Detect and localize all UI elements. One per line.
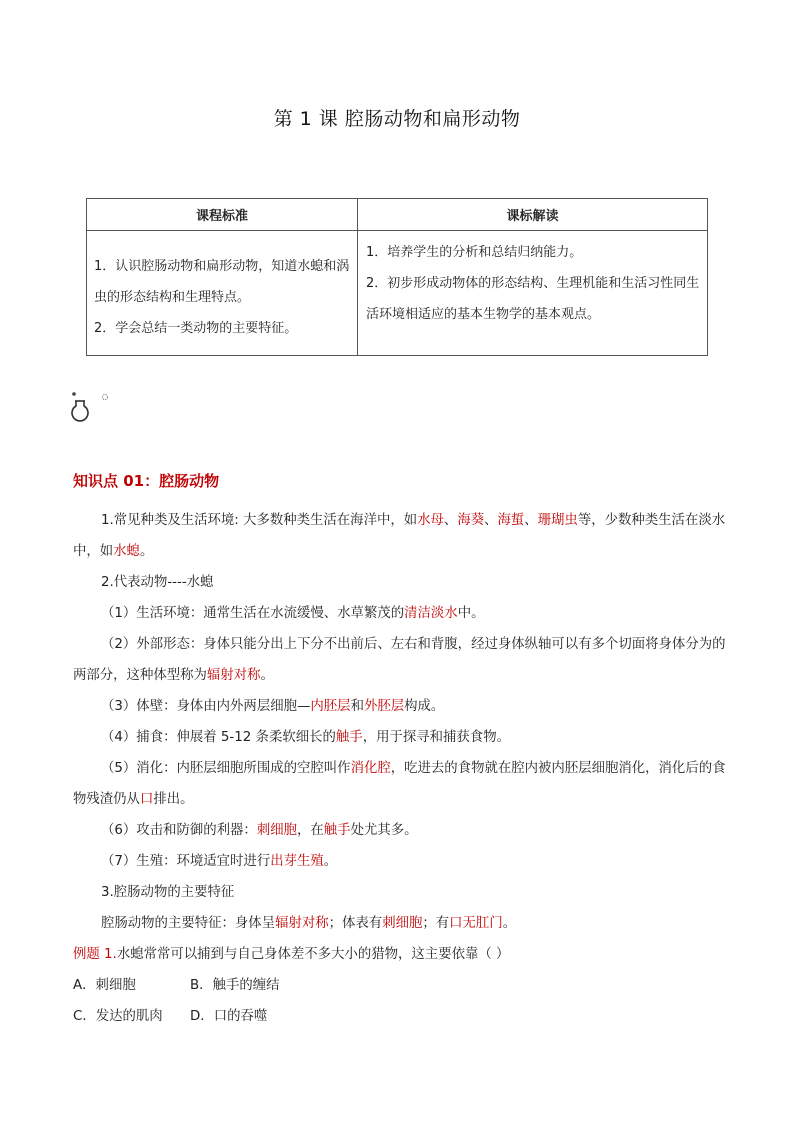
table-header-interpretation: 课标解读 [358,199,708,231]
interpretation-item: 2．初步形成动物体的形态结构、生理机能和生活习性同生活环境相适应的基本生物学的基本观点。 [366,276,700,322]
options-row-2 [73,1001,727,1032]
item-digestion: （5）消化：内胚层细胞所围成的空腔叫作消化腔，吃进去的食物就在腔内被内胚层细胞消化，消化后的食物残渣仍从口排出。 [73,761,726,807]
interpretation-cell [358,231,708,356]
paragraph-representative: 2.代表动物----水螅 [101,575,214,590]
table-header-standard: 课程标准 [87,199,358,231]
example-question: 例题 1.水螅常常可以捕到与自己身体差不多大小的猎物，这主要依靠（ ） [73,947,510,962]
option-c[interactable]: C．发达的肌肉 [73,1009,163,1024]
standard-item: 2．学会总结一类动物的主要特征。 [94,321,298,336]
standard-item: 1．认识腔肠动物和扁形动物，知道水螅和涡虫的形态结构和生理特点。 [94,259,350,305]
item-habitat: （1）生活环境：通常生活在水流缓慢、水草繁茂的清洁淡水中。 [101,606,485,621]
knowledge-point-heading: 知识点 01：腔肠动物 [73,472,220,490]
paragraph-features-title: 3.腔肠动物的主要特征 [101,885,235,900]
page-title: 第 1 课 腔肠动物和扁形动物 [273,108,521,130]
item-morphology: （2）外部形态：身体只能分出上下分不出前后、左右和背腹，经过身体纵轴可以有多个切面将身体分为的两部分，这种体型称为辐射对称。 [73,637,726,683]
course-standards-table [86,198,708,356]
knowledge-content [73,505,727,1032]
option-b[interactable]: B．触手的缠结 [190,978,280,993]
options-row-1 [73,970,727,1001]
example-label: 例题 1. [73,947,117,962]
paragraph-features: 腔肠动物的主要特征：身体呈辐射对称；体表有刺细胞；有口无肛门。 [101,916,517,931]
standards-cell [87,231,358,356]
item-defense: （6）攻击和防御的利器：刺细胞，在触手处尤其多。 [101,823,418,838]
item-body-wall: （3）体壁：身体由内外两层细胞—内胚层和外胚层构成。 [101,699,445,714]
option-d[interactable]: D．口的吞噬 [190,1009,268,1024]
interpretation-item: 1．培养学生的分析和总结归纳能力。 [366,245,583,260]
item-reproduction: （7）生殖：环境适宜时进行出芽生殖。 [101,854,338,869]
paragraph-species: 1.常见种类及生活环境: 大多数种类生活在海洋中，如水母、海葵、海蜇、珊瑚虫等，少数种类生活在淡水中，如水螅。 [73,513,726,559]
option-a[interactable]: A．刺细胞 [73,978,136,993]
item-feeding: （4）捕食：伸展着 5-12 条柔软细长的触手，用于探寻和捕获食物。 [101,730,510,745]
flask-icon [69,389,117,429]
